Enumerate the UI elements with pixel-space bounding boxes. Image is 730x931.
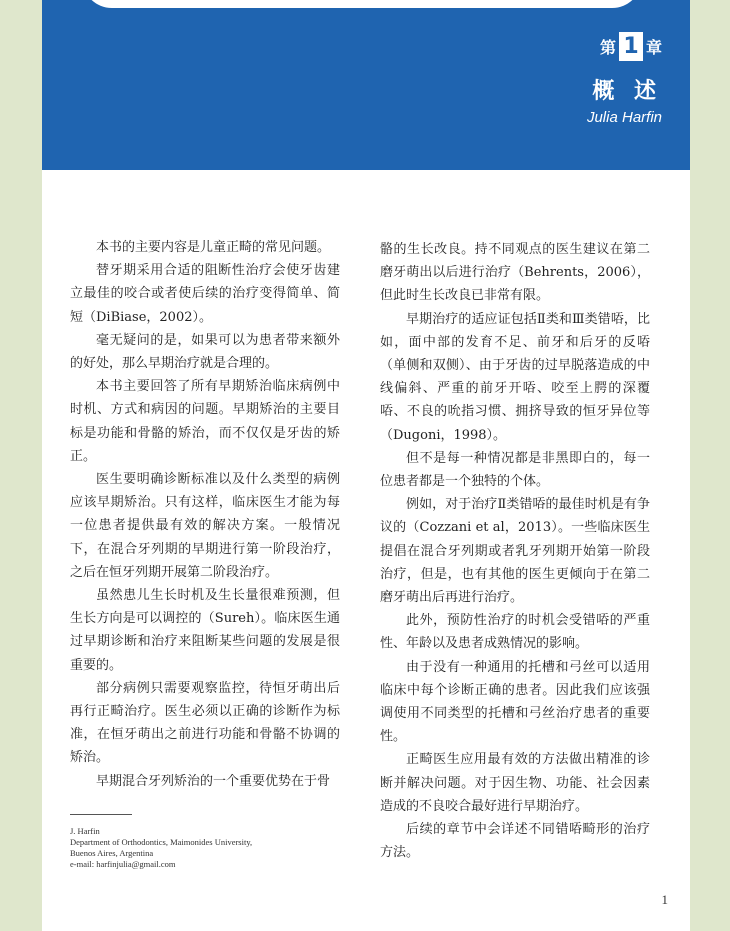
paragraph: 早期混合牙列矫治的一个重要优势在于骨 xyxy=(96,773,331,789)
paragraph: 部分病例只需要观察监控，待恒牙萌出后再行正畸治疗。医生必须以正确的诊断作为标准，在恒牙萌出之前进行功能和骨骼不协调的矫治。 xyxy=(70,680,340,766)
paragraph: 后续的章节中会详述不同错㖔畸形的治疗方法。 xyxy=(380,822,650,861)
footnote-email: e-mail: harfinjulia@gmail.com xyxy=(70,859,176,869)
footnote-city: Buenos Aires, Argentina xyxy=(70,848,154,858)
paragraph: 虽然患儿生长时机及生长量很难预测，但生长方向是可以调控的（Sureh）。临床医生通过早期诊断和治疗来阻断某些问题的发展是很重要的。 xyxy=(70,588,340,673)
paragraph: 医生要明确诊断标准以及什么类型的病例应该早期矫治。只有这样，临床医生才能为每一位患者提供最有效的解决方案。一般情况下，在混合牙列期的早期进行第一阶段治疗，之后在恒牙列期开展第二阶段治疗。 xyxy=(70,472,340,580)
page-number: 1 xyxy=(661,892,668,907)
paragraph: 本书的主要内容是儿童正畸的常见问题。 xyxy=(96,240,331,255)
chapter-suffix: 章 xyxy=(645,38,662,57)
paragraph: 替牙期采用合适的阻断性治疗会使牙齿建立最佳的咬合或者使后续的治疗变得简单、简短（DiBiase，2002）。 xyxy=(70,263,340,325)
paragraph: 但不是每一种情况都是非黑即白的，每一位患者都是一个独特的个体。 xyxy=(380,450,650,490)
chapter-prefix: 第 xyxy=(599,38,616,57)
paragraph: 毫无疑问的是，如果可以为患者带来额外的好处，那么早期治疗就是合理的。 xyxy=(70,332,340,372)
chapter-label xyxy=(600,32,662,61)
paragraph: 此外，预防性治疗的时机会受错㖔的严重性、年龄以及患者成熟情况的影响。 xyxy=(380,613,650,652)
right-text-column xyxy=(380,238,650,864)
paragraph: 例如，对于治疗Ⅱ类错㖔的最佳时机是有争议的（Cozzani et al，2013）。一些临床医生提倡在混合牙列期或者乳牙列期开始第一阶段治疗，但是，也有其他的医生更倾向于在第二磨牙萌出后再进行治疗。 xyxy=(380,497,650,606)
author-footnote xyxy=(70,826,350,870)
footnote-name: J. Harfin xyxy=(70,826,100,836)
paragraph: 由于没有一种通用的托槽和弓丝可以适用临床中每个诊断正确的患者。因此我们应该强调使用不同类型的托槽和弓丝治疗患者的重要性。 xyxy=(380,659,650,745)
paragraph: 本书主要回答了所有早期矫治临床病例中时机、方式和病因的问题。早期矫治的主要目标是功能和骨骼的矫治，而不仅仅是牙齿的矫正。 xyxy=(70,379,340,464)
book-page xyxy=(42,0,690,931)
chapter-banner xyxy=(42,0,690,170)
banner-decoration xyxy=(82,0,642,8)
chapter-title: 概 述 xyxy=(592,79,662,104)
footnote-divider xyxy=(70,814,132,815)
paragraph: 正畸医生应用最有效的方法做出精准的诊断并解决问题。对于因生物、功能、社会因素造成的不良咬合最好进行早期治疗。 xyxy=(380,752,650,814)
chapter-author: Julia Harfin xyxy=(586,109,662,126)
footnote-department: Department of Orthodontics, Maimonides University, xyxy=(70,837,253,847)
left-text-column xyxy=(70,236,340,793)
paragraph: 骼的生长改良。持不同观点的医生建议在第二磨牙萌出以后进行治疗（Behrents，2006），但此时生长改良已非常有限。 xyxy=(380,242,650,304)
paragraph: 早期治疗的适应证包括Ⅱ类和Ⅲ类错㖔，比如，面中部的发育不足、前牙和后牙的反㖔（单侧和双侧）、由于牙齿的过早脱落造成的中线偏斜、严重的前牙开㖔、咬至上腭的深覆㖔、不良的吮指习惯、拥挤导致的恒牙异位等（Dugoni，1998）。 xyxy=(380,311,650,443)
chapter-number: 1 xyxy=(619,32,643,61)
